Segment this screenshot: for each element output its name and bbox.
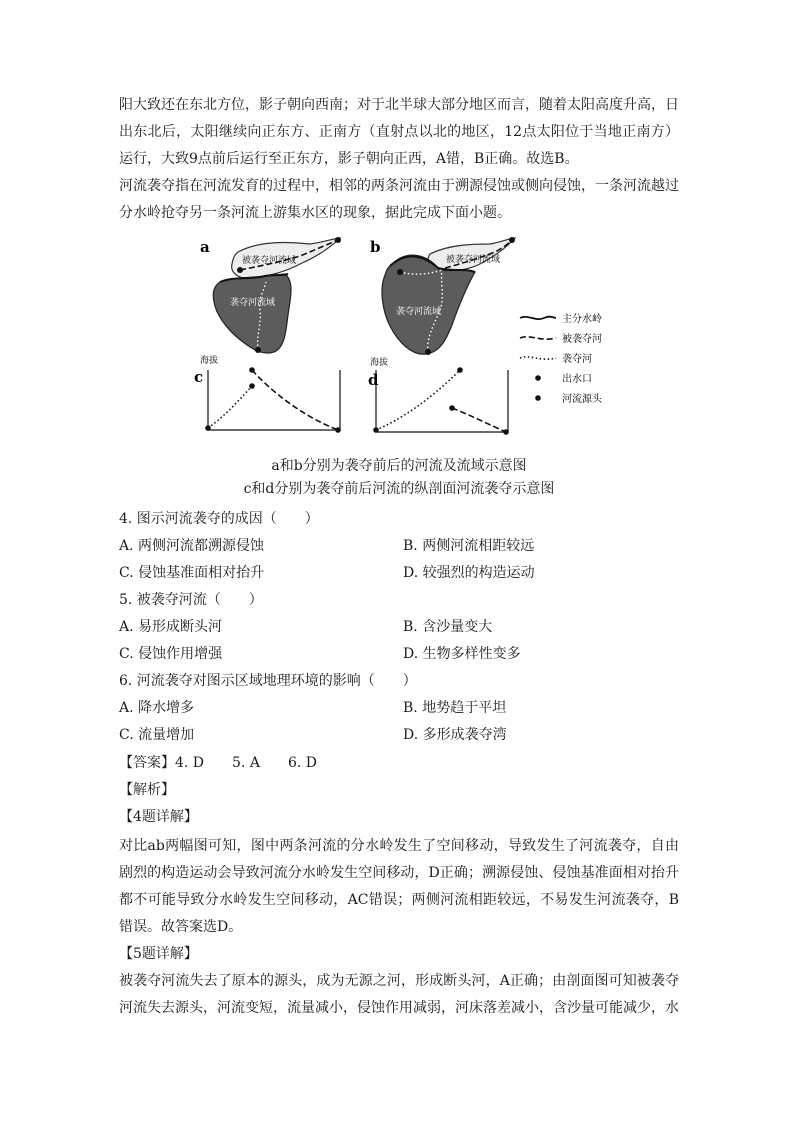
outlet-dot-b2 [425, 349, 431, 355]
question-5-option-c[interactable]: C. 侵蚀作用增强 [119, 646, 223, 662]
outlet-dot-c2 [335, 427, 341, 433]
region-label-capturing-b: 袭夺河流域 [396, 307, 442, 317]
captured-profile-d [452, 408, 506, 432]
figure-label-d: d [368, 371, 379, 389]
figure-caption-2: c和d分别为袭夺前后河流的纵剖面河流袭夺示意图 [243, 481, 555, 497]
context-paragraph: 河流袭夺指在河流发育的过程中，相邻的两条河流由于溯源侵蚀或侧向侵蚀，一条河流越过分水岭抢夺另一条河流上游集水区的现象，据此完成下面小题。 [119, 178, 679, 221]
question-6-option-c[interactable]: C. 流量增加 [119, 727, 195, 743]
intro-paragraph: 阳大致还在东北方位，影子朝向西南；对于北半球大部分地区而言，随着太阳高度升高，日出东北后，太阳继续向正东方、正南方（直射点以北的地区，12点太阳位于当地正南方）运行，大致9点前后运行至正东方，影子朝向正西，A错，B正确。故选B。 [119, 97, 679, 167]
captured-profile-c [252, 370, 338, 430]
question-4-option-d[interactable]: D. 较强烈的构造运动 [403, 565, 535, 581]
capturing-profile-d [376, 370, 460, 430]
legend-label-3: 出水口 [562, 374, 592, 385]
legend-swatch-captured [520, 337, 556, 339]
source-dot-b1 [509, 237, 515, 243]
outlet-dot-d1 [373, 427, 379, 433]
outlet-dot-a1 [237, 267, 243, 273]
q4-detail-head: 【4题详解】 [119, 809, 198, 825]
legend-swatch-outlet [535, 375, 541, 381]
capturing-basin-a [213, 274, 291, 353]
legend-swatch-divide [520, 317, 556, 319]
legend-swatch-source [535, 395, 541, 401]
capturing-profile-c [208, 386, 252, 428]
river-capture-figure [190, 230, 620, 445]
question-6-option-a[interactable]: A. 降水增多 [119, 700, 195, 716]
source-dot-c1 [249, 383, 255, 389]
elevation-label-d: 海拔 [370, 358, 389, 368]
legend-label-2: 袭夺河 [562, 354, 592, 365]
legend-swatch-capturing [520, 357, 556, 359]
question-4-title: 4. 图示河流袭夺的成因（ ） [119, 511, 319, 527]
question-5-title: 5. 被袭夺河流（ ） [119, 592, 263, 608]
answer-line: 【答案】4. D 5. A 6. D [119, 755, 317, 771]
legend-label-0: 主分水岭 [562, 314, 602, 325]
question-6-title: 6. 河流袭夺对图示区域地理环境的影响（ ） [119, 673, 417, 689]
figure-label-c: c [194, 368, 204, 386]
question-4-option-b[interactable]: B. 两侧河流相距较远 [403, 538, 535, 554]
q5-detail-head: 【5题详解】 [119, 946, 198, 962]
outlet-dot-d2 [503, 429, 509, 435]
analysis-head: 【解析】 [119, 782, 175, 798]
outlet-dot-c1 [205, 425, 211, 431]
question-5-option-b[interactable]: B. 含沙量变大 [403, 619, 493, 635]
source-dot-d1 [457, 367, 463, 373]
q5-detail-text: 被袭夺河流失去了原本的源头，成为无源之河，形成断头河，A正确；由剖面图可知被袭夺河流失去源头，河流变短，流量减小，侵蚀作用减弱，河床落差减小，含沙量可能减少，水 [119, 973, 679, 1016]
region-label-captured-b: 被袭夺河流域 [446, 255, 501, 265]
source-dot-a1 [335, 237, 341, 243]
legend-label-1: 被袭夺河 [562, 334, 602, 345]
question-4-option-a[interactable]: A. 两侧河流都溯源侵蚀 [119, 538, 265, 554]
question-4-option-c[interactable]: C. 侵蚀基准面相对抬升 [119, 565, 265, 581]
legend-label-4: 河流源头 [562, 394, 602, 405]
region-label-captured-a: 被袭夺河流域 [242, 256, 297, 266]
figure-label-a: a [200, 238, 210, 256]
outlet-dot-b1 [397, 269, 403, 275]
elevation-label-c: 海拔 [200, 356, 219, 366]
outlet-dot-a2 [255, 347, 261, 353]
question-5-option-d[interactable]: D. 生物多样性变多 [403, 646, 521, 662]
figure-caption-1: a和b分别为袭夺前后的河流及流域示意图 [271, 458, 527, 474]
source-dot-d2 [449, 405, 455, 411]
profile-frame-c [208, 370, 340, 430]
region-label-capturing-a: 袭夺河流域 [230, 298, 276, 308]
question-5-option-a[interactable]: A. 易形成断头河 [119, 619, 223, 635]
figure-label-b: b [370, 238, 381, 256]
question-6-option-b[interactable]: B. 地势趋于平坦 [403, 700, 507, 716]
q4-detail-text: 对比ab两幅图可知，图中两条河流的分水岭发生了空间移动，导致发生了河流袭夺，自由剧烈的构造运动会导致河流分水岭发生空间移动，D正确；溯源侵蚀、侵蚀基准面相对抬升都不可能导致分水岭发生空间移动，AC错误；两侧河流相距较远，不易发生河流袭夺，B错误。故答案选D。 [119, 838, 679, 935]
question-6-option-d[interactable]: D. 多形成袭夺湾 [403, 727, 507, 743]
source-dot-c2 [249, 367, 255, 373]
figure-legend [520, 312, 603, 405]
profile-frame-d [376, 370, 508, 432]
